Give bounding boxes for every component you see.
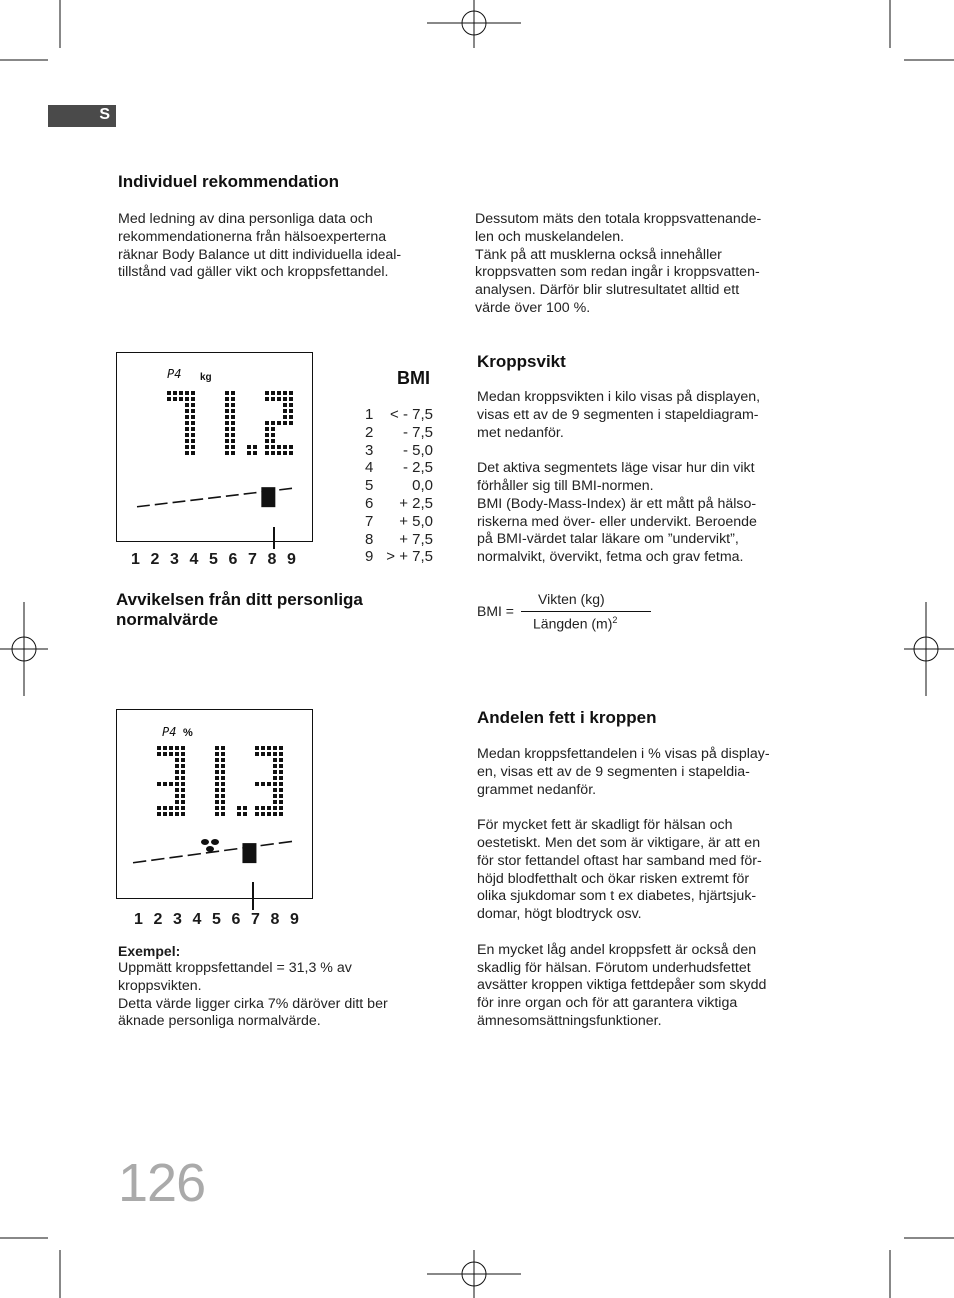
segment-number: 3: [173, 911, 182, 928]
bmi-formula-denominator: [533, 615, 617, 632]
segment-number: 7: [248, 551, 257, 568]
segment-dash: [208, 497, 221, 499]
segment-dash: [155, 503, 168, 505]
bmi-row: [365, 406, 433, 424]
bmi-row: [365, 531, 433, 549]
pointer-line-fat: [252, 882, 254, 910]
lcd-status-dots: [201, 839, 219, 852]
lcd-segment-bar: [137, 487, 292, 507]
segment-dash: [173, 501, 186, 503]
body-fat-text: Medan kroppsfettandelen i % visas på display- en, visas ett av de 9 segmenten i stapeldia- grammet nedanför. För mycket fett är skadligt för hälsan och oestetiskt. Men det som är viktigare, är att en för stor fettandel oftast har samband med för- höjd blodfetthalt och ökar risken extremt för olika sjukdomar som t ex diabetes, hjärtsjuk- domar, högt blodtryck osv. En mycket låg andel kroppsfett är också den skadlig för hälsan. Förutom underhudsfettet avsätter kroppen viktiga fettdepåer som skydd för inre organ och för att garantera viktiga ämnesomsättningsfunktioner.: [477, 746, 770, 1029]
pointer-line-weight: [273, 527, 275, 549]
bmi-deviation-value: < - 7,5: [390, 406, 433, 423]
segment-numbers-fat: [134, 911, 310, 929]
segment-dash: [151, 859, 164, 861]
bmi-deviation-value: 0,0: [412, 477, 433, 495]
bmi-segment-number: 1: [365, 406, 374, 423]
section-heading-recommendation: Individuel rekommendation: [118, 172, 340, 191]
segment-number: 1: [134, 911, 143, 928]
bmi-table: [365, 406, 433, 566]
bmi-deviation-value: + 7,5: [399, 530, 433, 548]
bmi-deviation-value: + 2,5: [399, 494, 433, 512]
language-tab-label: S: [99, 106, 110, 123]
bmi-formula-numerator: Vikten (kg): [538, 591, 605, 607]
bmi-deviation-value: - 2,5: [402, 459, 433, 477]
water-muscle-text: Dessutom mäts den totala kroppsvattenande- len och muskelandelen. Tänk på att musklerna också innehåller kroppsvatten som redan ingår i kroppsvatten- analysen. Därför blir slutresultatet alltid ett värde över 100 %.: [475, 211, 762, 316]
example-text: Uppmätt kroppsfettandel = 31,3 % av kroppsvikten. Detta värde ligger cirka 7% däröver ditt ber äknade personliga normalvärde.: [118, 960, 388, 1030]
segment-number: 9: [290, 911, 299, 928]
bmi-deviation-value: + 5,0: [399, 512, 433, 530]
recommendation-text: Med ledning av dina personliga data och rekommendationerna från hälsoexperterna räknar Body Balance ut ditt individuella ideal- tillstånd vad gäller vikt och kroppsfettandel.: [118, 211, 402, 281]
section-heading-body-weight: Kroppsvikt: [477, 352, 566, 371]
bmi-denominator-text: Längden (m): [533, 615, 613, 632]
lcd-segment-bar: [133, 841, 292, 863]
bmi-segment-number: 3: [365, 441, 374, 459]
segment-dash: [279, 488, 292, 490]
deviation-heading: Avvikelsen från ditt personliga normalvärde: [116, 590, 363, 629]
fraction-line: [521, 611, 651, 612]
segment-dash: [224, 849, 237, 851]
bmi-deviation-value: - 7,5: [402, 423, 433, 441]
segment-number: 5: [209, 551, 218, 568]
active-segment-marker: [261, 487, 275, 507]
bmi-row: [365, 548, 433, 566]
lcd-unit: kg: [200, 372, 212, 383]
bmi-segment-number: 9: [365, 548, 374, 566]
bmi-row: [365, 513, 433, 531]
bmi-deviation-value: > + 7,5: [386, 548, 433, 566]
body-weight-text: Medan kroppsvikten i kilo visas på displayen, visas ett av de 9 segmenten i stapeldiagram- met nedanför. Det aktiva segmentets läge visar hur din vikt förhåller sig till BMI-normen. BMI (Body-Mass-Index) är ett mått på hälso- riskerna med över- eller undervikt. Beroende på BMI-värdet talar läkare om ”undervikt”, normalvikt, övervikt, fetma och grav fetma.: [477, 389, 761, 566]
lcd-display-fat: [116, 709, 313, 899]
segment-numbers-weight: [131, 551, 307, 569]
segment-number: 8: [270, 911, 280, 928]
segment-dash: [261, 844, 274, 846]
lcd-indicator: P4: [167, 367, 182, 381]
bmi-segment-number: 4: [365, 459, 374, 477]
segment-number: 6: [231, 911, 241, 928]
bmi-segment-number: 7: [365, 512, 374, 530]
bmi-segment-number: 6: [365, 494, 374, 512]
lcd-display-weight: [116, 352, 313, 542]
bmi-row: [365, 424, 433, 442]
segment-dash: [279, 841, 292, 843]
example-label: Exempel:: [118, 943, 181, 959]
segment-number: 8: [267, 551, 277, 568]
bmi-title: BMI: [397, 368, 430, 388]
language-tab: [48, 105, 116, 127]
lcd-unit: %: [183, 727, 193, 739]
active-segment-marker: [242, 843, 256, 863]
bmi-segment-number: 5: [365, 477, 374, 495]
segment-dash: [190, 499, 203, 501]
bmi-row: [365, 495, 433, 513]
segment-dash: [244, 493, 257, 495]
segment-dash: [137, 505, 150, 507]
page-number: 126: [118, 1153, 206, 1213]
bmi-row: [365, 477, 433, 495]
segment-number: 7: [251, 911, 260, 928]
segment-dash: [133, 861, 146, 863]
segment-dash: [169, 856, 182, 858]
lcd-indicator: P4: [162, 725, 177, 739]
segment-dash: [226, 495, 239, 497]
segment-number: 4: [192, 911, 202, 928]
segment-number: 2: [150, 551, 160, 568]
bmi-row: [365, 442, 433, 460]
segment-number: 9: [287, 551, 296, 568]
segment-number: 4: [189, 551, 199, 568]
segment-dash: [188, 854, 201, 856]
bmi-formula-label: BMI =: [477, 603, 514, 619]
bmi-deviation-value: - 5,0: [402, 441, 433, 459]
section-heading-body-fat: Andelen fett i kroppen: [477, 708, 657, 727]
segment-number: 2: [153, 911, 163, 928]
bmi-row: [365, 459, 433, 477]
bmi-exponent: 2: [612, 615, 618, 625]
segment-number: 3: [170, 551, 179, 568]
lcd-value-digits: [157, 746, 283, 816]
bmi-segment-number: 8: [365, 530, 374, 548]
segment-number: 5: [212, 911, 221, 928]
segment-number: 6: [228, 551, 238, 568]
segment-number: 1: [131, 551, 140, 568]
lcd-value-digits: [167, 391, 293, 455]
bmi-segment-number: 2: [365, 423, 374, 441]
